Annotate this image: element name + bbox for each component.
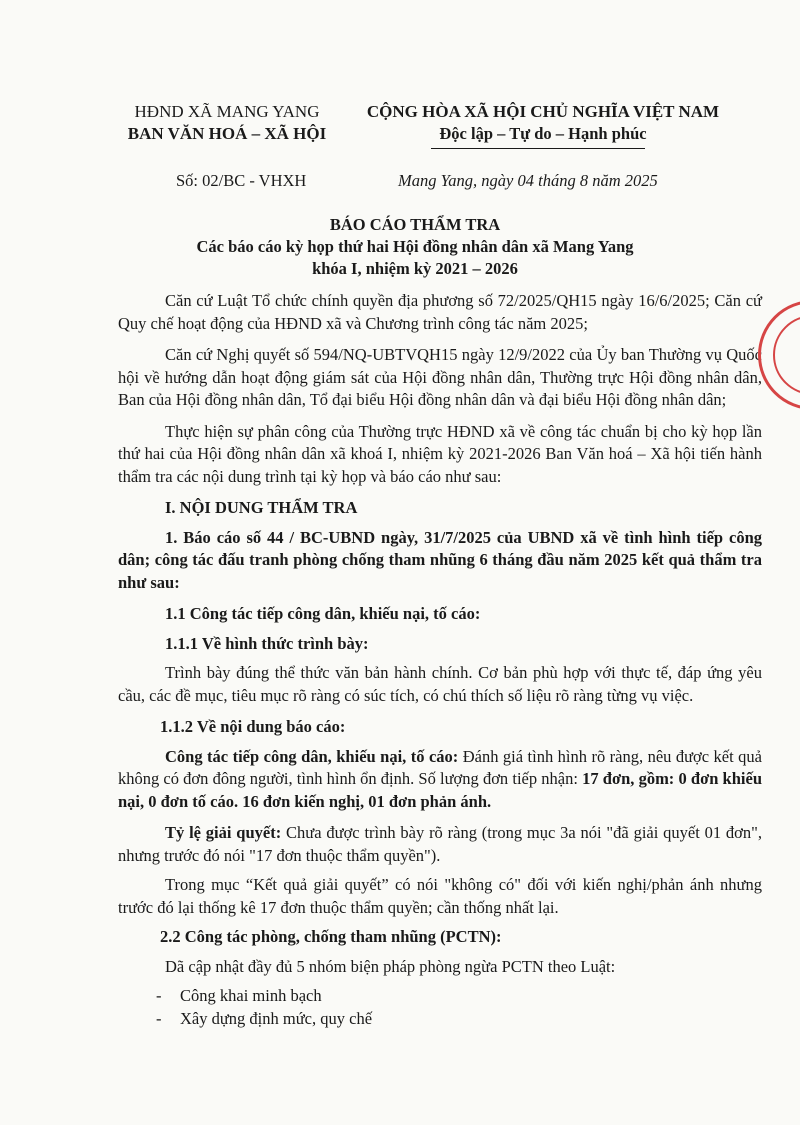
motto: Độc lập – Tự do – Hạnh phúc bbox=[439, 124, 647, 143]
content-lead: Công tác tiếp công dân, khiếu nại, tố cáo: bbox=[165, 746, 459, 766]
paragraph-legal-basis-2: Căn cứ Nghị quyết số 594/NQ-UBTVQH15 ngày 12/9/2022 của Ủy ban Thường vụ Quốc hội về hướng dẫn hoạt động giám sát của Hội đồng nhân dân, Thường trực Hội đồng nhân dân, Ban của Hội đồng nhân dân, Tổ đại biểu Hội đồng nhân dân và đại biểu Hội đồng nhân dân; bbox=[118, 345, 762, 409]
document-date: Mang Yang, ngày 04 tháng 8 năm 2025 bbox=[398, 171, 658, 190]
country-name: CỘNG HÒA XÃ HỘI CHỦ NGHĨA VIỆT NAM bbox=[366, 102, 720, 121]
paragraph-content bbox=[118, 746, 762, 814]
title-line-2: Các báo cáo kỳ họp thứ hai Hội đồng nhân dân xã Mang Yang bbox=[196, 237, 634, 256]
content-text: Đánh giá tình hình rõ ràng, nêu được kết quả không có đơn đông người, tình hình ổn định. Số lượng đơn tiếp nhận: bbox=[118, 746, 762, 788]
red-seal-stamp bbox=[758, 300, 800, 410]
ratio-lead: Tỷ lệ giải quyết: bbox=[165, 823, 282, 842]
subsection-1-1-1: 1.1.1 Về hình thức trình bày: bbox=[165, 633, 369, 653]
list-item-text: Công khai minh bạch bbox=[180, 986, 322, 1005]
list-item-text: Xây dựng định mức, quy chế bbox=[180, 1008, 373, 1028]
list-item bbox=[118, 985, 762, 1008]
document-title bbox=[120, 214, 710, 280]
paragraph-anti-corruption: Dã cập nhật đầy đủ 5 nhóm biện pháp phòng ngừa PCTN theo Luật: bbox=[165, 956, 616, 976]
list-dash: - bbox=[156, 1008, 162, 1028]
subsection-1-1-2: 1.1.2 Về nội dung báo cáo: bbox=[160, 717, 346, 736]
paragraph-resolution-ratio bbox=[118, 822, 762, 867]
national-motto bbox=[358, 101, 728, 145]
issuing-agency bbox=[104, 101, 350, 145]
subsection-2-2: 2.2 Công tác phòng, chống tham nhũng (PCTN): bbox=[160, 927, 502, 946]
title-line-3: khóa I, nhiệm kỳ 2021 – 2026 bbox=[312, 259, 518, 278]
list-dash: - bbox=[156, 986, 162, 1005]
item-1-heading: 1. Báo cáo số 44 / BC-UBND ngày, 31/7/2025 của UBND xã về tình hình tiếp công dân; công tác đấu tranh phòng chống tham nhũng 6 tháng đầu năm 2025 kết quả thẩm tra như sau: bbox=[118, 527, 762, 592]
document-body bbox=[118, 290, 762, 1030]
agency-parent: HĐND XÃ MANG YANG bbox=[134, 102, 320, 121]
ratio-text: Chưa được trình bày rõ ràng (trong mục 3a nói "đã giải quyết 01 đơn", nhưng trước đó nói "17 đơn thuộc thẩm quyền"). bbox=[118, 823, 763, 865]
section-heading-1: I. NỘI DUNG THẨM TRA bbox=[165, 498, 358, 517]
subsection-1-1: 1.1 Công tác tiếp công dân, khiếu nại, tố cáo: bbox=[165, 604, 481, 623]
list-item bbox=[118, 1008, 762, 1031]
red-seal-inner-ring bbox=[773, 315, 800, 395]
document-number: Số: 02/BC - VHXH bbox=[176, 171, 307, 190]
content-figures: 17 đơn, gồm: 0 đơn khiếu nại, 0 đơn tố cáo. 16 đơn kiến nghị, 01 đơn phản ánh. bbox=[118, 769, 762, 811]
motto-underline bbox=[431, 148, 645, 149]
paragraph-result: Trong mục “Kết quả giải quyết” có nói "không có" đối với kiến nghị/phản ánh nhưng trước đó lại thống kê 17 đơn thuộc thẩm quyền; cần thống nhất lại. bbox=[118, 875, 762, 917]
paragraph-legal-basis-1: Căn cứ Luật Tổ chức chính quyền địa phương số 72/2025/QH15 ngày 16/6/2025; Căn cứ Quy chế hoạt động của HĐND xã và Chương trình công tác năm 2025; bbox=[118, 291, 762, 333]
agency-name: BAN VĂN HOÁ – XÃ HỘI bbox=[127, 124, 327, 143]
paragraph-assignment: Thực hiện sự phân công của Thường trực HĐND xã về công tác chuẩn bị cho kỳ họp lần thứ hai của Hội đồng nhân dân xã khoá I, nhiệm kỳ 2021-2026 Ban Văn hoá – Xã hội tiến hành thẩm tra các nội dung trình tại kỳ họp và báo cáo như sau: bbox=[118, 421, 762, 486]
title-line-1: BÁO CÁO THẨM TRA bbox=[329, 215, 501, 234]
paragraph-format: Trình bày đúng thể thức văn bản hành chính. Cơ bản phù hợp với thực tế, đáp ứng yêu cầu, các đề mục, tiêu mục rõ ràng có súc tích, có chú thích số liệu rõ ràng từng vụ việc. bbox=[118, 663, 762, 705]
